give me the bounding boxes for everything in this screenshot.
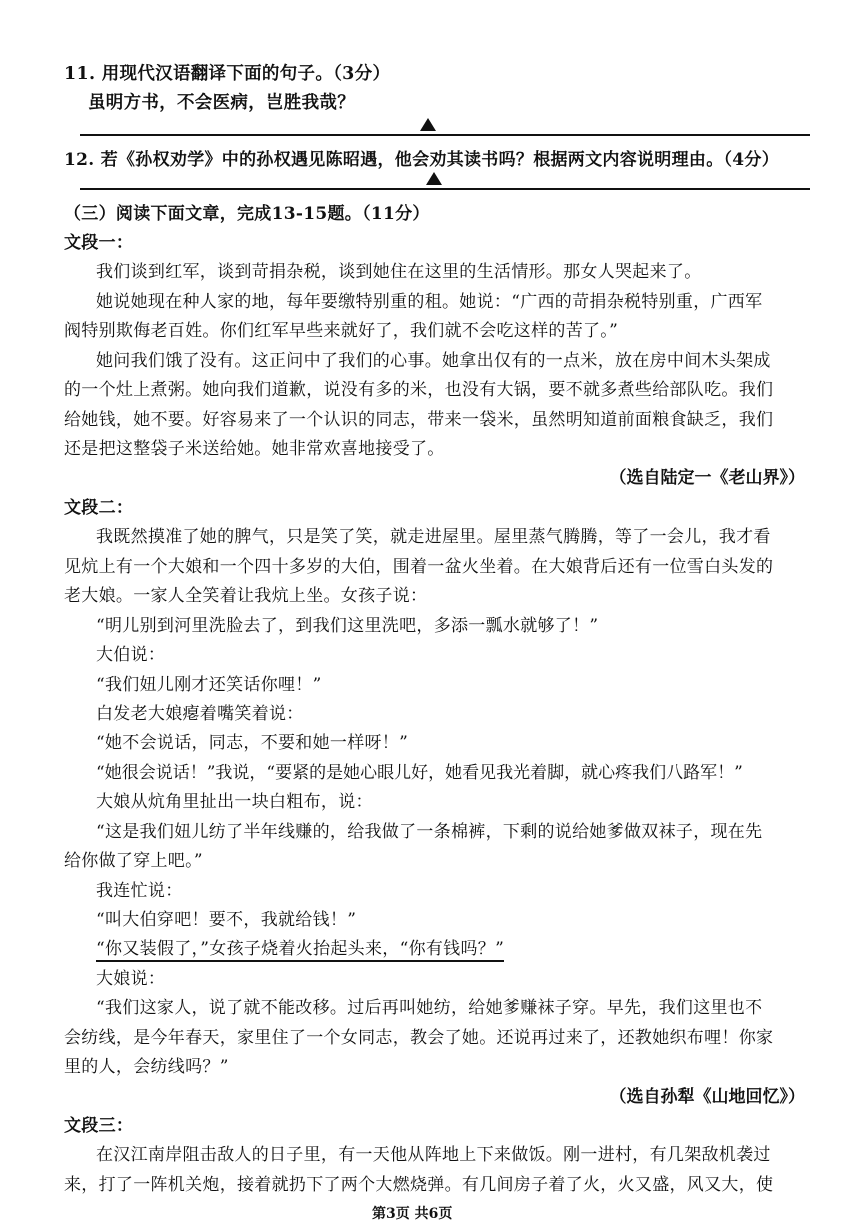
- question-11-sentence: 虽明方书，不会医病，岂胜我哉？: [88, 93, 355, 113]
- passage-2-line: 给你做了穿上吧。”: [64, 851, 203, 871]
- answer-marker-icon: [426, 172, 442, 185]
- page-number: 第3页 共6页: [372, 1206, 453, 1222]
- passage-3-label: 文段三：: [64, 1116, 134, 1136]
- passage-2-line: 我连忙说：: [96, 881, 183, 901]
- passage-1-line: 她说她现在种人家的地，每年要缴特别重的租。她说：“广西的苛捐杂税特别重，广西军: [96, 292, 763, 312]
- passage-2-line: 会纺线，是今年春天，家里住了一个女同志，教会了她。还说再过来了，还教她织布哩！你家: [64, 1028, 774, 1048]
- passage-1-line: 给她钱，她不要。好容易来了一个认识的同志，带来一袋米，虽然明知道前面粮食缺乏，我们: [64, 410, 774, 430]
- passage-2-label: 文段二：: [64, 498, 134, 518]
- passage-2-line: “她很会说话！”我说，“要紧的是她心眼儿好，她看见我光着脚，就心疼我们八路军！”: [96, 763, 743, 783]
- underlined-sentence: “你又装假了，”女孩子烧着火抬起头来，“你有钱吗？”: [96, 939, 504, 962]
- answer-marker-icon: [420, 118, 436, 131]
- answer-line-11[interactable]: [80, 134, 810, 136]
- passage-1-line: 我们谈到红军，谈到苛捐杂税，谈到她住在这里的生活情形。那女人哭起来了。: [96, 262, 702, 282]
- passage-2-line: 白发老大娘瘪着嘴笑着说：: [96, 704, 304, 724]
- passage-2-line: “这是我们妞儿纺了半年线赚的，给我做了一条棉裤，下剩的说给她爹做双袜子，现在先: [96, 822, 763, 842]
- passage-2-line: “我们妞儿刚才还笑话你哩！”: [96, 675, 322, 695]
- passage-1-line: 她问我们饿了没有。这正问中了我们的心事。她拿出仅有的一点米，放在房中间木头架成: [96, 351, 771, 371]
- passage-1-line: 阀特别欺侮老百姓。你们红军早些来就好了，我们就不会吃这样的苦了。”: [64, 321, 619, 341]
- passage-2-line: 里的人，会纺线吗？”: [64, 1057, 229, 1077]
- section-3-heading: （三）阅读下面文章，完成13-15题。（11分）: [64, 204, 430, 224]
- passage-1-source: （选自陆定一《老山界》）: [609, 468, 805, 488]
- passage-2-line: 我既然摸准了她的脾气，只是笑了笑，就走进屋里。屋里蒸气腾腾，等了一会儿，我才看: [96, 527, 771, 547]
- passage-2-line: 大娘从炕角里扯出一块白粗布，说：: [96, 792, 373, 812]
- passage-2-line: 见炕上有一个大娘和一个四十多岁的大伯，围着一盆火坐着。在大娘背后还有一位雪白头发的: [64, 557, 774, 577]
- passage-2-line: “明儿别到河里洗脸去了，到我们这里洗吧，多添一瓢水就够了！”: [96, 616, 599, 636]
- passage-1-line: 的一个灶上煮粥。她向我们道歉，说没有多的米，也没有大锅，要不就多煮些给部队吃。我们: [64, 380, 774, 400]
- passage-2-line: 大伯说：: [96, 645, 166, 665]
- answer-line-12[interactable]: [80, 188, 810, 190]
- passage-2-source: （选自孙犁《山地回忆》）: [609, 1087, 805, 1107]
- question-11-title: 11. 用现代汉语翻译下面的句子。（3分）: [64, 64, 391, 84]
- passage-2-line: 老大娘。一家人全笑着让我炕上坐。女孩子说：: [64, 586, 428, 606]
- passage-1-line: 还是把这整袋子米送给她。她非常欢喜地接受了。: [64, 439, 445, 459]
- passage-1-label: 文段一：: [64, 233, 134, 253]
- passage-2-line: “叫大伯穿吧！要不，我就给钱！”: [96, 910, 357, 930]
- passage-3-line: 来，打了一阵机关炮，接着就扔下了两个大燃烧弹。有几间房子着了火，火又盛，风又大，使: [64, 1175, 774, 1195]
- question-12-title: 12. 若《孙权劝学》中的孙权遇见陈昭遇，他会劝其读书吗？根据两文内容说明理由。（4分）: [64, 150, 780, 170]
- passage-2-line: “我们这家人，说了就不能改移。过后再叫她纺，给她爹赚袜子穿。早先，我们这里也不: [96, 998, 763, 1018]
- passage-3-line: 在汉江南岸阻击敌人的日子里，有一天他从阵地上下来做饭。刚一进村，有几架敌机袭过: [96, 1145, 771, 1165]
- passage-2-line: “她不会说话，同志，不要和她一样呀！”: [96, 733, 409, 753]
- passage-2-underlined-line: [96, 934, 504, 959]
- passage-2-line: 大娘说：: [96, 969, 166, 989]
